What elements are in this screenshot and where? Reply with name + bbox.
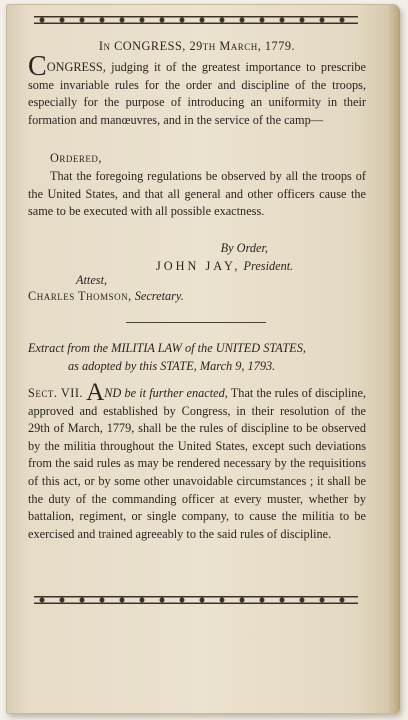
drop-cap: C <box>28 51 47 82</box>
section-paragraph: Sect. VII. AND be it further enacted, That the rules of discipline, approved and established by Congress, in their resolution of the 29th of March, 1779, shall be the rules of discipline to be observed by the militia throughout the United States, except such deviations from the said rules as may be rendered necessary by the requisitions of this act, or by some other unavoidable circumstances ; it shall be the duty of the commanding officer at every muster, whether by battalion, regiment, or single company, to cause the militia to be exercised and trained agreeably to the said rules of discipline. <box>28 379 366 541</box>
signature-line: JOHN JAY, President. <box>156 259 294 273</box>
extract-heading: Extract from the MILITIA LAW of the UNITED STATES, as adopted by this STATE, March 9, 1793. <box>28 341 306 373</box>
secretary-line: Charles Thomson, Secretary. <box>28 289 184 303</box>
top-ornament-border <box>32 14 360 26</box>
document-page <box>6 4 400 714</box>
bottom-ornament-border <box>32 594 360 606</box>
divider-rule <box>126 322 266 323</box>
ordered-paragraph: That the foregoing regulations be observed by all the troops of the United States, and that all general and other officers cause the same to be executed with all possible exactness. <box>28 169 366 219</box>
page-edge-shadow <box>388 4 400 714</box>
attest-line: Attest, <box>76 273 108 287</box>
ordered-label: Ordered, <box>50 151 102 165</box>
section-drop-cap: A <box>86 379 105 406</box>
by-order-line: By Order, <box>220 241 268 255</box>
section-label: Sect. VII. <box>28 386 83 400</box>
resolution-heading: In CONGRESS, 29th March, 1779. <box>98 39 296 53</box>
resolution-paragraph: CONGRESS, judging it of the greatest importance to prescribe some invariable rules for the order and discipline of the troops, especially for the purpose of introducing an uniformity in their formation and manœuvres, and in the service of the camp— <box>28 51 366 127</box>
